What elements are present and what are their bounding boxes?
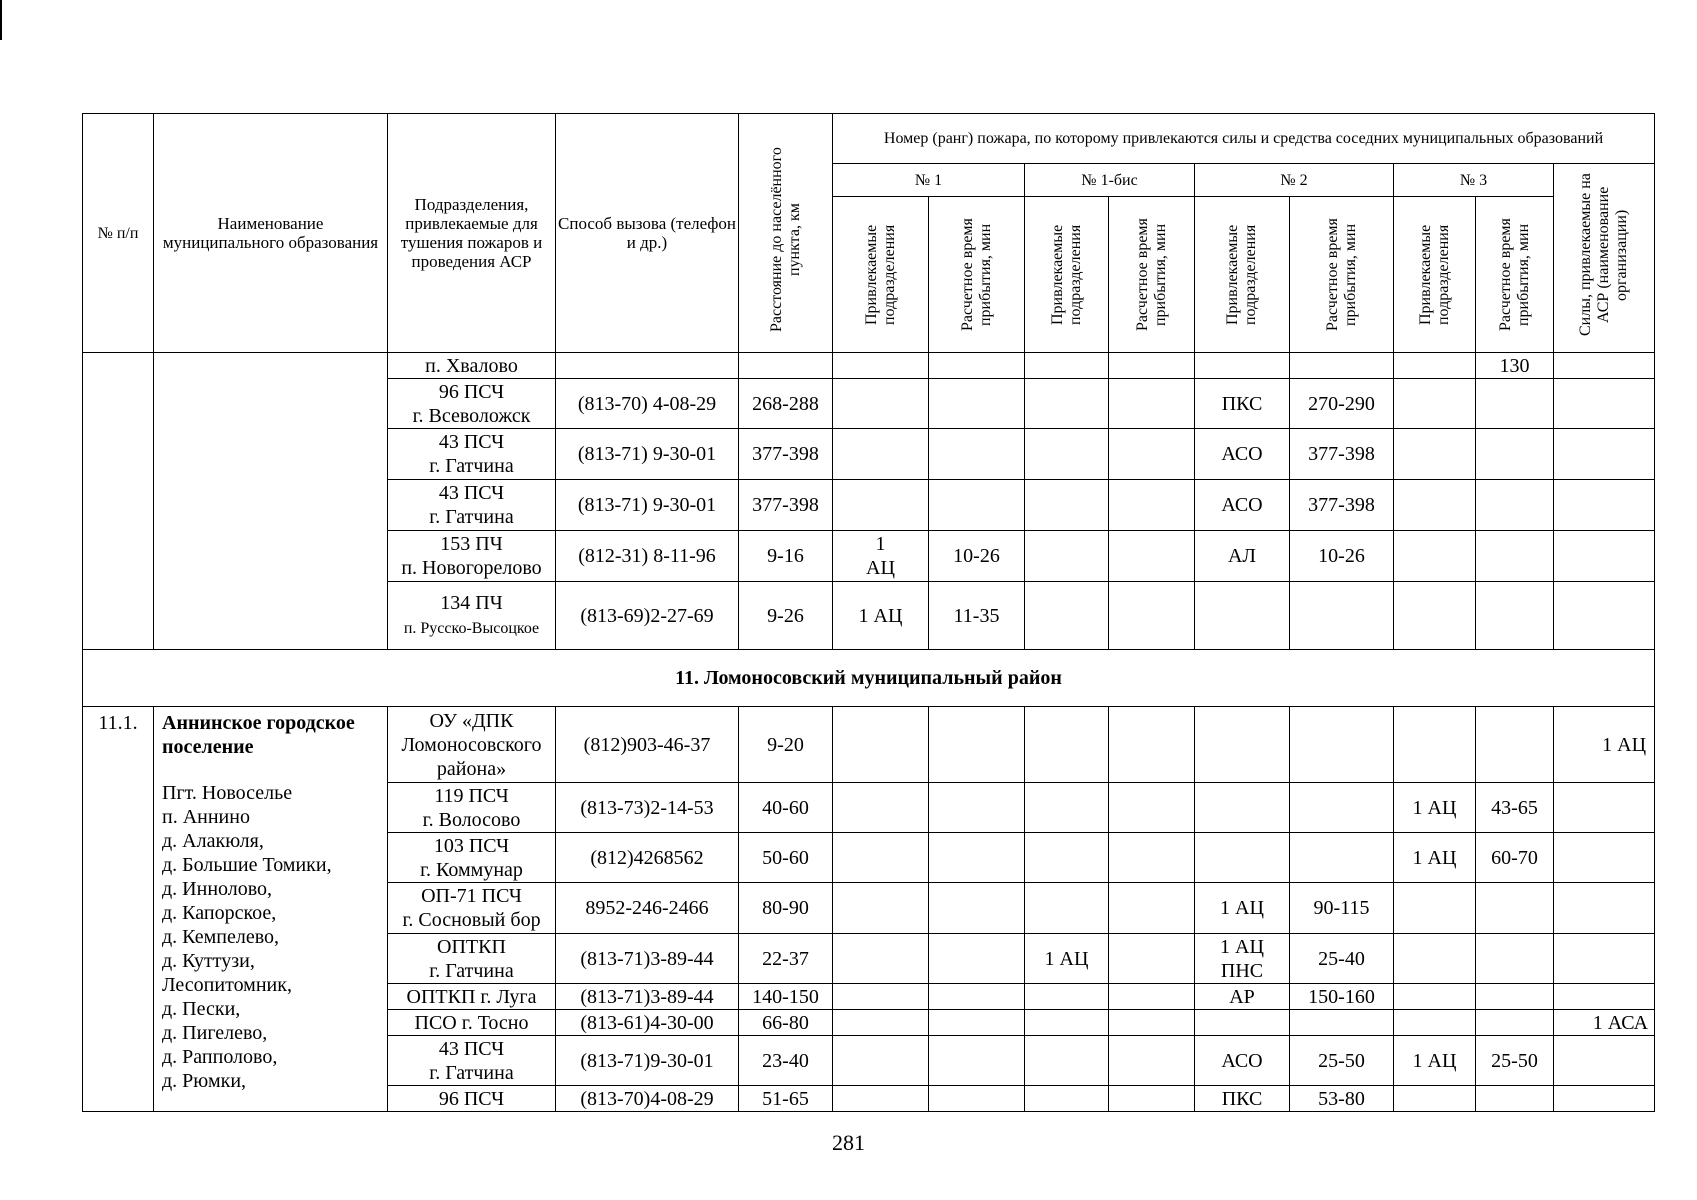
fire-forces-table	[82, 113, 1655, 1112]
r2-units-cell: АСО	[1195, 429, 1290, 480]
r1b-time-header: Расчетное время прибытия, мин	[1109, 197, 1195, 353]
col-num-header: № п/п	[83, 114, 154, 353]
rank-1bis-header: № 1-бис	[1025, 164, 1195, 197]
unit-cell: ОПТКП г. Луга	[388, 984, 556, 1010]
r1-time-cell: 11-35	[929, 582, 1025, 650]
r3-time-cell: 60-70	[1476, 833, 1554, 883]
r1b-units-cell: 1 АЦ	[1025, 934, 1109, 984]
distance-cell: 377-398	[739, 429, 833, 480]
rank-2-header: № 2	[1195, 164, 1394, 197]
distance-cell: 50-60	[739, 833, 833, 883]
district-cell	[154, 707, 388, 1112]
phone-cell: (812-31) 8-11-96	[556, 531, 739, 582]
r2-units-cell: 1 АЦ	[1195, 883, 1290, 934]
r1-units-cell: 1 АЦ	[833, 531, 929, 582]
r2-units-cell: ПКС	[1195, 379, 1290, 429]
unit-cell: 134 ПЧ п. Русско-Высоцкое	[388, 582, 556, 650]
district-name: Аннинское городское поселение	[162, 712, 355, 758]
r2-time-cell: 10-26	[1290, 531, 1394, 582]
unit-cell: 103 ПСЧ г. Коммунар	[388, 833, 556, 883]
distance-cell: 377-398	[739, 480, 833, 531]
phone-cell: (813-71)3-89-44	[556, 984, 739, 1010]
r2-time-cell: 377-398	[1290, 480, 1394, 531]
r1-units-header: Привлекаемые подразделения	[833, 197, 929, 353]
phone-cell: (813-71)3-89-44	[556, 934, 739, 984]
phone-cell: (813-70) 4-08-29	[556, 379, 739, 429]
distance-cell: 268-288	[739, 379, 833, 429]
unit-cell: 96 ПСЧ	[388, 1086, 556, 1112]
r3-units-cell: 1 АЦ	[1394, 1036, 1476, 1086]
phone-cell: (813-71) 9-30-01	[556, 480, 739, 531]
unit-cell: 43 ПСЧ г. Гатчина	[388, 480, 556, 531]
phone-cell: (812)903-46-37	[556, 707, 739, 783]
unit-cell: ОП-71 ПСЧ г. Сосновый бор	[388, 883, 556, 934]
r2-units-header: Привлекаемые подразделения	[1195, 197, 1290, 353]
phone-cell: (813-61)4-30-00	[556, 1010, 739, 1036]
r2-units-cell: АР	[1195, 984, 1290, 1010]
r2-time-cell: 25-50	[1290, 1036, 1394, 1086]
settlement-item: д. Пески,	[162, 998, 241, 1020]
r2-time-cell: 377-398	[1290, 429, 1394, 480]
col-call-method-header: Способ вызова (телефон и др.)	[556, 114, 739, 353]
settlement-item: д. Рапполово,	[162, 1046, 278, 1068]
distance-cell: 23-40	[739, 1036, 833, 1086]
scan-edge-mark	[0, 0, 2, 40]
settlement-item: д. Рюмки,	[162, 1070, 247, 1092]
r3-time-cell: 43-65	[1476, 783, 1554, 833]
settlement-item: Пгт. Новоселье	[162, 782, 293, 804]
unit-cell: ОУ «ДПК Ломоносовского района»	[388, 707, 556, 783]
r3-time-cell: 25-50	[1476, 1036, 1554, 1086]
r2-time-cell: 53-80	[1290, 1086, 1394, 1112]
settlement-item: д. Алакюля,	[162, 830, 264, 852]
distance-cell: 9-20	[739, 707, 833, 783]
asr-cell: 1 АСА	[1554, 1010, 1655, 1036]
r2-units-cell: 1 АЦ ПНС	[1195, 934, 1290, 984]
section-header-row	[83, 650, 1655, 707]
col-units-header: Подразделения, привлекаемые для тушения пожаров и проведения АСР	[388, 114, 556, 353]
distance-cell: 9-26	[739, 582, 833, 650]
settlement-item: Лесопитомник,	[162, 974, 292, 996]
unit-cell: 119 ПСЧ г. Волосово	[388, 783, 556, 833]
r1-units-cell: 1 АЦ	[833, 582, 929, 650]
col-municipality-header: Наименование муниципального образования	[154, 114, 388, 353]
r2-units-cell: АСО	[1195, 480, 1290, 531]
r3-units-cell: 1 АЦ	[1394, 833, 1476, 883]
phone-cell: (812)4268562	[556, 833, 739, 883]
r1-time-cell: 10-26	[929, 531, 1025, 582]
phone-cell: (813-73)2-14-53	[556, 783, 739, 833]
distance-cell: 140-150	[739, 984, 833, 1010]
rank-1-header: № 1	[833, 164, 1025, 197]
settlements-list	[162, 781, 379, 1093]
unit-cell: ОПТКП г. Гатчина	[388, 934, 556, 984]
col-distance-header: Расстояние до населённого пункта, км	[739, 114, 833, 353]
r2-time-cell: 90-115	[1290, 883, 1394, 934]
table-row	[83, 707, 1655, 783]
distance-cell: 51-65	[739, 1086, 833, 1112]
r2-time-cell: 25-40	[1290, 934, 1394, 984]
settlement-item: д. Куттузи,	[162, 950, 255, 972]
r3-units-header: Привлекаемые подразделения	[1394, 197, 1476, 353]
phone-cell: 8952-246-2466	[556, 883, 739, 934]
unit-cell: 96 ПСЧ г. Всеволожск	[388, 379, 556, 429]
r2-time-cell: 150-160	[1290, 984, 1394, 1010]
distance-cell: 22-37	[739, 934, 833, 984]
section-title: 11. Ломоносовский муниципальный район	[83, 650, 1655, 707]
phone-cell: (813-70)4-08-29	[556, 1086, 739, 1112]
r1b-units-header: Привлекаемые подразделения	[1025, 197, 1109, 353]
r3-units-cell: 1 АЦ	[1394, 783, 1476, 833]
r2-time-header: Расчетное время прибытия, мин	[1290, 197, 1394, 353]
r1-time-header: Расчетное время прибытия, мин	[929, 197, 1025, 353]
r3-time-cell: 130	[1476, 353, 1554, 379]
asr-forces-header: Силы, привлекаемые на АСР (наименование организации)	[1554, 164, 1655, 353]
settlement-item: д. Кемпелево,	[162, 926, 280, 948]
unit-cell: ПСО г. Тосно	[388, 1010, 556, 1036]
settlement-item: д. Капорское,	[162, 902, 277, 924]
phone-cell: (813-71) 9-30-01	[556, 429, 739, 480]
settlement-item: д. Пигелево,	[162, 1022, 268, 1044]
distance-cell: 66-80	[739, 1010, 833, 1036]
settlement-item: д. Иннолово,	[162, 878, 273, 900]
page-number: 281	[832, 1130, 865, 1155]
distance-cell: 40-60	[739, 783, 833, 833]
unit-cell: 43 ПСЧ г. Гатчина	[388, 429, 556, 480]
unit-cell: п. Хвалово	[388, 353, 556, 379]
unit-cell: 43 ПСЧ г. Гатчина	[388, 1036, 556, 1086]
phone-cell: (813-71)9-30-01	[556, 1036, 739, 1086]
distance-cell: 80-90	[739, 883, 833, 934]
header-row-1	[83, 114, 1655, 164]
distance-cell: 9-16	[739, 531, 833, 582]
settlement-item: п. Аннино	[162, 806, 250, 828]
r2-units-cell: АЛ	[1195, 531, 1290, 582]
table-row	[83, 353, 1655, 379]
r2-time-cell: 270-290	[1290, 379, 1394, 429]
phone-cell: (813-69)2-27-69	[556, 582, 739, 650]
rank-3-header: № 3	[1394, 164, 1554, 197]
unit-cell: 153 ПЧ п. Новогорелово	[388, 531, 556, 582]
r2-units-cell: ПКС	[1195, 1086, 1290, 1112]
r2-units-cell: АСО	[1195, 1036, 1290, 1086]
district-num: 11.1.	[83, 707, 154, 1112]
rank-title-header: Номер (ранг) пожара, по которому привлекаются силы и средства соседних муниципальных образований	[833, 114, 1655, 164]
asr-cell: 1 АЦ	[1554, 707, 1655, 783]
settlement-item: д. Большие Томики,	[162, 854, 332, 876]
r3-time-header: Расчетное время прибытия, мин	[1476, 197, 1554, 353]
